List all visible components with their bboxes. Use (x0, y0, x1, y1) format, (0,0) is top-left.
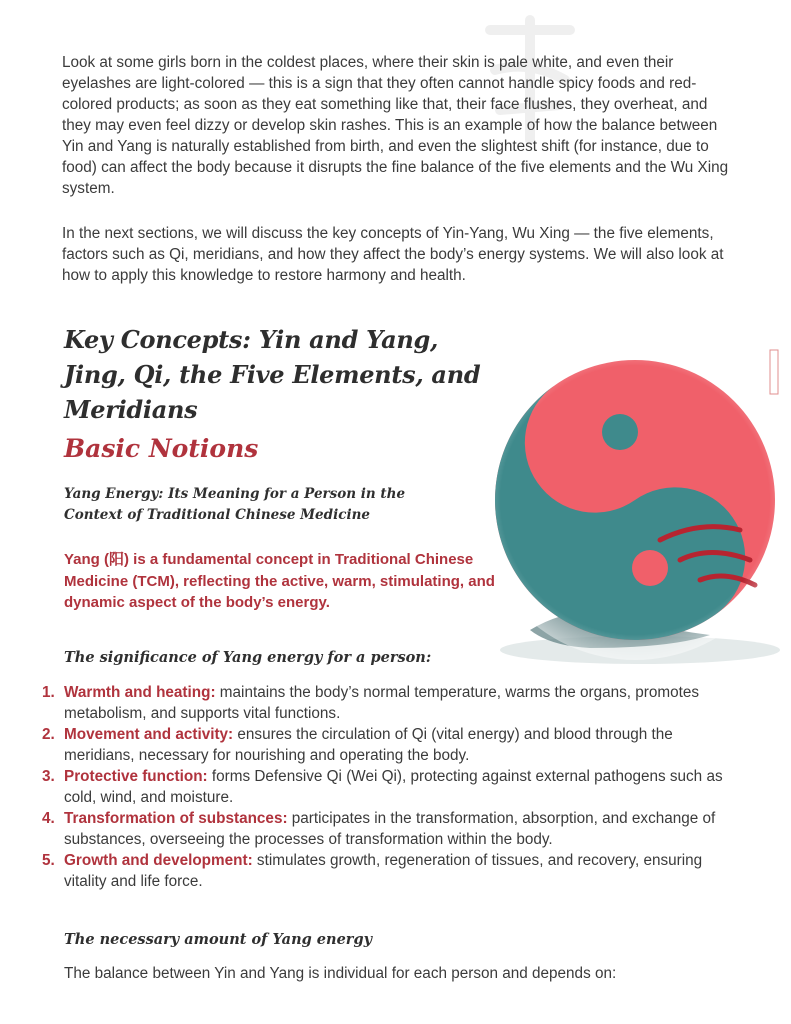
list-item (38, 682, 738, 724)
list-text: stimulates growth, regeneration of tissues, and recovery, ensuring vitality and life force. (64, 852, 703, 890)
necessary-amount-heading: The necessary amount of Yang energy (64, 931, 373, 948)
list-text: participates in the transformation, absorption, and exchange of substances, overseeing the processes of transformation within the body. (64, 810, 716, 848)
subsection-heading: Basic Notions (64, 434, 259, 463)
list-term: Transformation of substances: (64, 810, 288, 827)
list-number: 4. (42, 810, 55, 827)
significance-heading: The significance of Yang energy for a person: (64, 649, 432, 666)
list-text: maintains the body’s normal temperature, warms the organs, promotes metabolism, and supports vital functions. (64, 684, 700, 722)
list-term: Warmth and heating: (64, 684, 216, 701)
list-number: 5. (42, 852, 55, 869)
closing-paragraph: The balance between Yin and Yang is individual for each person and depends on: (64, 965, 617, 982)
yang-definition: Yang (阳) is a fundamental concept in Traditional Chinese Medicine (TCM), reflecting the active, warm, stimulating, and dynamic aspect of the body’s energy. (64, 551, 495, 611)
list-term: Growth and development: (64, 852, 253, 869)
list-item (38, 766, 738, 808)
list-term: Movement and activity: (64, 726, 234, 743)
section-heading: Key Concepts: Yin and Yang, Jing, Qi, the Five Elements, and Meridians (64, 325, 481, 424)
list-number: 2. (42, 726, 55, 743)
list-item (38, 808, 738, 850)
intro-paragraph-2: In the next sections, we will discuss the key concepts of Yin-Yang, Wu Xing — the five elements, factors such as Qi, meridians, and how they affect the body’s energy systems. We will also look at how to apply this knowledge to restore harmony and health. (62, 225, 724, 284)
list-text: forms Defensive Qi (Wei Qi), protecting against external pathogens such as cold, wind, and moisture. (64, 768, 723, 806)
list-text: ensures the circulation of Qi (vital energy) and blood through the meridians, necessary for nourishing and operating the body. (64, 726, 673, 764)
intro-paragraph-1: Look at some girls born in the coldest places, where their skin is pale white, and even their eyelashes are light-colored — this is a sign that they often cannot handle spicy foods and red-colored products; as soon as they eat something like that, their face flushes, they overheat, and they may even feel dizzy or develop skin rashes. This is an example of how the balance between Yin and Yang is naturally established from birth, and even the slightest shift (for instance, due to food) can affect the body because it disrupts the fine balance of the five elements and the Wu Xing system. (62, 54, 729, 197)
yin-yang-icon (470, 330, 791, 670)
list-number: 1. (42, 684, 55, 701)
yang-functions-list (38, 682, 738, 892)
list-number: 3. (42, 768, 55, 785)
list-item (38, 724, 738, 766)
list-item (38, 850, 738, 892)
list-term: Protective function: (64, 768, 208, 785)
topic-heading: Yang Energy: Its Meaning for a Person in the Context of Traditional Chinese Medicine (64, 486, 406, 523)
